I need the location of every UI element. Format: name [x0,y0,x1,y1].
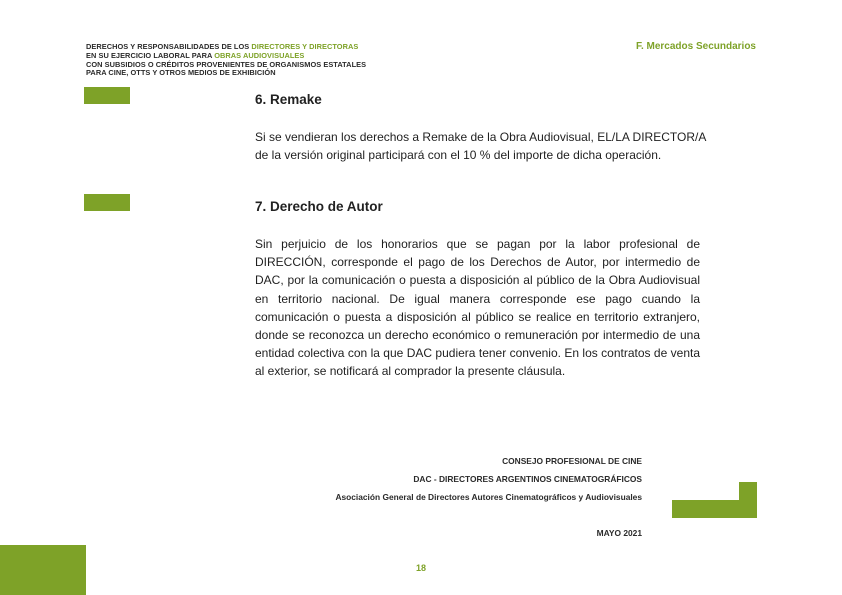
header-line-1: DERECHOS Y RESPONSABILIDADES DE LOS DIRECTORES Y DIRECTORAS [86,42,359,51]
header-highlight-directores: DIRECTORES Y DIRECTORAS [251,42,359,51]
corner-ornament-horizontal [672,500,757,518]
section-marker-remake [84,87,130,104]
header-line-2: EN SU EJERCICIO LABORAL PARA OBRAS AUDIOVISUALES [86,50,305,60]
remake-line-1: Si se vendieran los derechos a Remake de la Obra Audiovisual, EL/LA DIRECTOR/A [255,130,707,144]
page-number: 18 [415,563,426,573]
signature-consejo: CONSEJO PROFESIONAL DE CINE [502,456,642,466]
signature-asociacion: Asociación General de Directores Autores Cinematográficos y Audiovisuales [335,492,642,502]
document-header [86,43,366,78]
header-line-3: CON SUBSIDIOS O CRÉDITOS PROVENIENTES DE ORGANISMOS ESTATALES [86,59,367,69]
section-body-derecho-autor: Sin perjuicio de los honorarios que se pagan por la labor profesional de DIRECCIÓN, corresponde el pago de los Derechos de Autor, por intermedio de DAC, por la comunicación o puesta a disposición al público de la Obra Audiovisual en territorio nacional. De igual manera corresponde ese pago cuando la comunicación o puesta a disposición al público se realice en territorio extranjero, donde se reconozca un derecho económico o remuneración por intermedio de una entidad colectiva con la que DAC pudiera tener convenio. En los contratos de venta al exterior, se notificará al comprador la presente cláusula. [255,237,700,379]
section-marker-derecho-autor [84,194,130,211]
section-title-derecho-autor: 7. Derecho de Autor [255,199,383,214]
remake-line-2: de la versión original participará con el 10 % del importe de dicha operación. [255,148,662,163]
section-tag: F. Mercados Secundarios [635,41,756,52]
header-highlight-obras: OBRAS AUDIOVISUALES [214,50,305,60]
document-date: MAYO 2021 [596,528,642,538]
section-title-remake: 6. Remake [255,92,322,107]
signature-dac: DAC - DIRECTORES ARGENTINOS CINEMATOGRÁFICOS [413,474,642,484]
section-body-remake [255,128,707,164]
header-line-4: PARA CINE, OTTS Y OTROS MEDIOS DE EXHIBICIÓN [86,68,276,78]
